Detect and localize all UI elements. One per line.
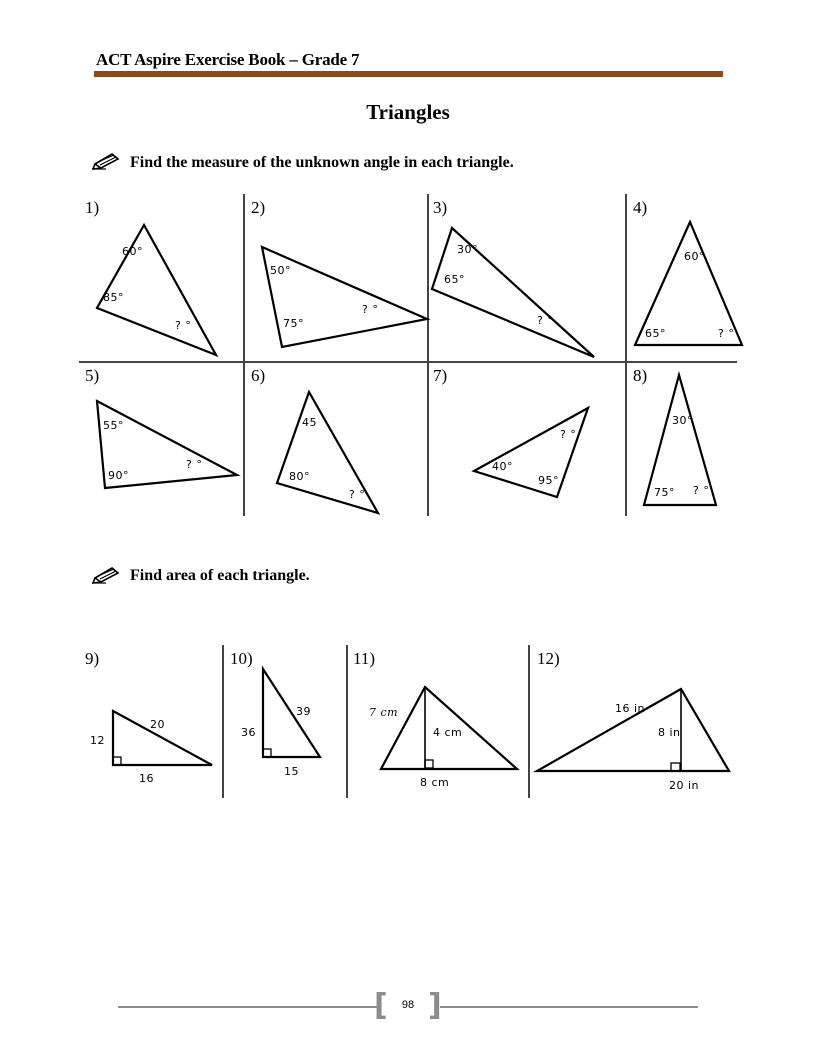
book-title: ACT Aspire Exercise Book – Grade 7 (96, 50, 360, 69)
side-label: 39 (296, 705, 311, 718)
angle-label: 55° (103, 419, 124, 432)
angle-label: 95° (538, 474, 559, 487)
angle-label: ? ° (349, 488, 366, 501)
side-label: 15 (284, 765, 299, 778)
angle-label: 30° (457, 243, 478, 256)
angle-label: 80° (289, 470, 310, 483)
angle-label: 60° (122, 245, 143, 258)
triangle-2 (262, 247, 427, 347)
triangle-10 (263, 669, 320, 757)
angle-instruction: Find the measure of the unknown angle in each triangle. (130, 154, 514, 171)
angle-label: 65° (444, 273, 465, 286)
side-label: 36 (241, 726, 256, 739)
footer-rule (440, 1006, 698, 1008)
angle-label: ? ° (362, 303, 379, 316)
side-label: 7 cm (369, 706, 399, 719)
angle-label: 40° (492, 460, 513, 473)
right-angle-mark (671, 763, 680, 771)
problem-number: 1) (85, 198, 100, 217)
side-label: 20 (150, 718, 165, 731)
problem-number: 4) (633, 198, 648, 217)
side-label: 4 cm (433, 726, 463, 739)
triangle-1 (97, 225, 216, 355)
right-angle-mark (263, 749, 271, 757)
angle-label: 50° (270, 264, 291, 277)
side-label: 8 cm (420, 776, 450, 789)
pencil-icon (92, 564, 122, 584)
problem-number: 12) (537, 649, 560, 668)
side-label: 16 in (615, 702, 646, 715)
grid-divider (222, 645, 224, 798)
grid-divider (528, 645, 530, 798)
angle-label: 75° (654, 486, 675, 499)
angle-label: ? ° (186, 458, 203, 471)
side-label: 12 (90, 734, 105, 747)
angle-label: ? ° (718, 327, 735, 340)
angle-label: ? ° (560, 428, 577, 441)
page-title: Triangles (366, 100, 450, 124)
problem-number: 10) (230, 649, 253, 668)
footer-rule (118, 1006, 378, 1008)
problem-number: 9) (85, 649, 100, 668)
right-angle-mark (113, 757, 121, 765)
side-label: 20 in (669, 779, 700, 792)
angle-label: 45 (302, 416, 317, 429)
angle-label: 90° (108, 469, 129, 482)
problem-number: 8) (633, 366, 648, 385)
page-number: 98 (401, 999, 415, 1011)
angle-label: 60° (684, 250, 705, 263)
triangle-7 (474, 408, 588, 497)
right-angle-mark (425, 760, 433, 768)
grid-divider (346, 645, 348, 798)
angle-label: 30° (672, 414, 693, 427)
problem-number: 3) (433, 198, 448, 217)
angle-label: 65° (645, 327, 666, 340)
angle-label: 75° (283, 317, 304, 330)
left-bracket-icon: [ (374, 988, 388, 1023)
problem-number: 11) (353, 649, 376, 668)
problem-number: 6) (251, 366, 266, 385)
area-instruction: Find area of each triangle. (130, 567, 310, 584)
angle-label: 85° (103, 291, 124, 304)
angle-label: ? ° (693, 484, 710, 497)
angle-label: ? ° (175, 319, 192, 332)
problem-number: 5) (85, 366, 100, 385)
side-label: 16 (139, 772, 154, 785)
right-bracket-icon: ] (428, 988, 442, 1023)
problem-number: 7) (433, 366, 448, 385)
side-label: 8 in (658, 726, 681, 739)
problem-number: 2) (251, 198, 266, 217)
angle-label: ? ° (537, 314, 554, 327)
